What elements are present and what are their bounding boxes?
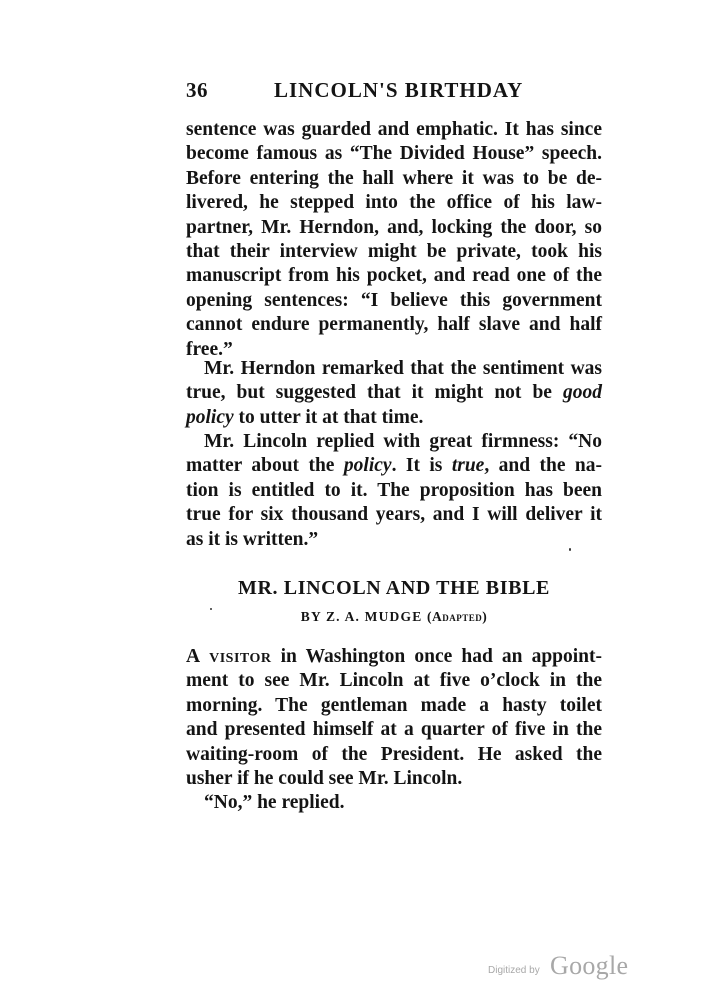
text-line: [186, 645, 602, 669]
byline: [186, 609, 602, 625]
text-line: free.”: [186, 338, 233, 360]
text-line: waiting-room of the President. He asked the: [186, 743, 602, 765]
text-run: , and the na-: [484, 455, 603, 477]
italic-run: good: [563, 382, 602, 404]
text-line: that their interview might be private, took his: [186, 240, 602, 262]
text-line: true for six thousand years, and I will deliver it: [186, 504, 602, 526]
text-line: become famous as “The Divided House” speech.: [186, 143, 602, 165]
section-title: MR. LINCOLN AND THE BIBLE: [238, 577, 550, 599]
text-line: Before entering the hall where it was to be de-: [186, 167, 602, 189]
text-line: Mr. Lincoln replied with great firmness: “No: [204, 431, 602, 452]
paragraph-lincoln-reply: [186, 430, 602, 552]
text-line: opening sentences: “I believe this government: [186, 289, 602, 311]
text-line: tion is entitled to it. The proposition has been: [186, 479, 602, 501]
watermark-digitized-by: Digitized by: [488, 965, 540, 976]
text-line: and presented himself at a quarter of five in the: [186, 719, 602, 741]
text-line: sentence was guarded and emphatic. It has since: [186, 119, 602, 140]
google-logo: Google: [550, 951, 629, 980]
text-run: matter about the: [186, 455, 344, 477]
text-line: partner, Mr. Herndon, and, locking the door, so: [186, 216, 602, 238]
paragraph-usher-reply: [186, 791, 602, 815]
text-line: “No,” he replied.: [204, 792, 345, 813]
byline-author: BY Z. A. MUDGE: [300, 609, 423, 624]
text-line: ment to see Mr. Lincoln at five o’clock in the: [186, 670, 602, 692]
italic-run: true: [451, 455, 485, 477]
text-line: [186, 454, 602, 478]
google-watermark: [488, 953, 648, 983]
page-number: 36: [186, 78, 208, 102]
paragraph-divided-house: [186, 118, 602, 362]
text-line: usher if he could see Mr. Lincoln.: [186, 767, 463, 789]
print-speck: [569, 548, 571, 551]
text-run: true, but suggested that it might not be: [186, 382, 563, 404]
text-run: . It is: [391, 455, 452, 477]
paragraph-herndon-remark: [186, 357, 602, 430]
text-line: cannot endure permanently, half slave and half: [186, 314, 602, 336]
text-line: [186, 381, 602, 405]
text-line: morning. The gentleman made a hasty toilet: [186, 694, 602, 716]
running-head: [186, 78, 602, 108]
byline-note: (Adapted): [427, 609, 488, 624]
paragraph-visitor: [186, 645, 602, 791]
text-line: [186, 406, 602, 430]
text-line: livered, he stepped into the office of his law-: [186, 192, 602, 214]
lead-words: A visitor: [186, 646, 272, 667]
text-line: as it is written.”: [186, 528, 319, 550]
running-title: LINCOLN'S BIRTHDAY: [274, 78, 524, 102]
italic-run: policy: [343, 455, 392, 477]
text-run: to utter it at that time.: [233, 406, 424, 428]
text-run: in Washington once had an appoint-: [271, 646, 603, 667]
text-line: manuscript from his pocket, and read one of the: [186, 265, 602, 287]
text-line: Mr. Herndon remarked that the sentiment was: [204, 358, 602, 379]
italic-run: policy: [186, 406, 234, 428]
